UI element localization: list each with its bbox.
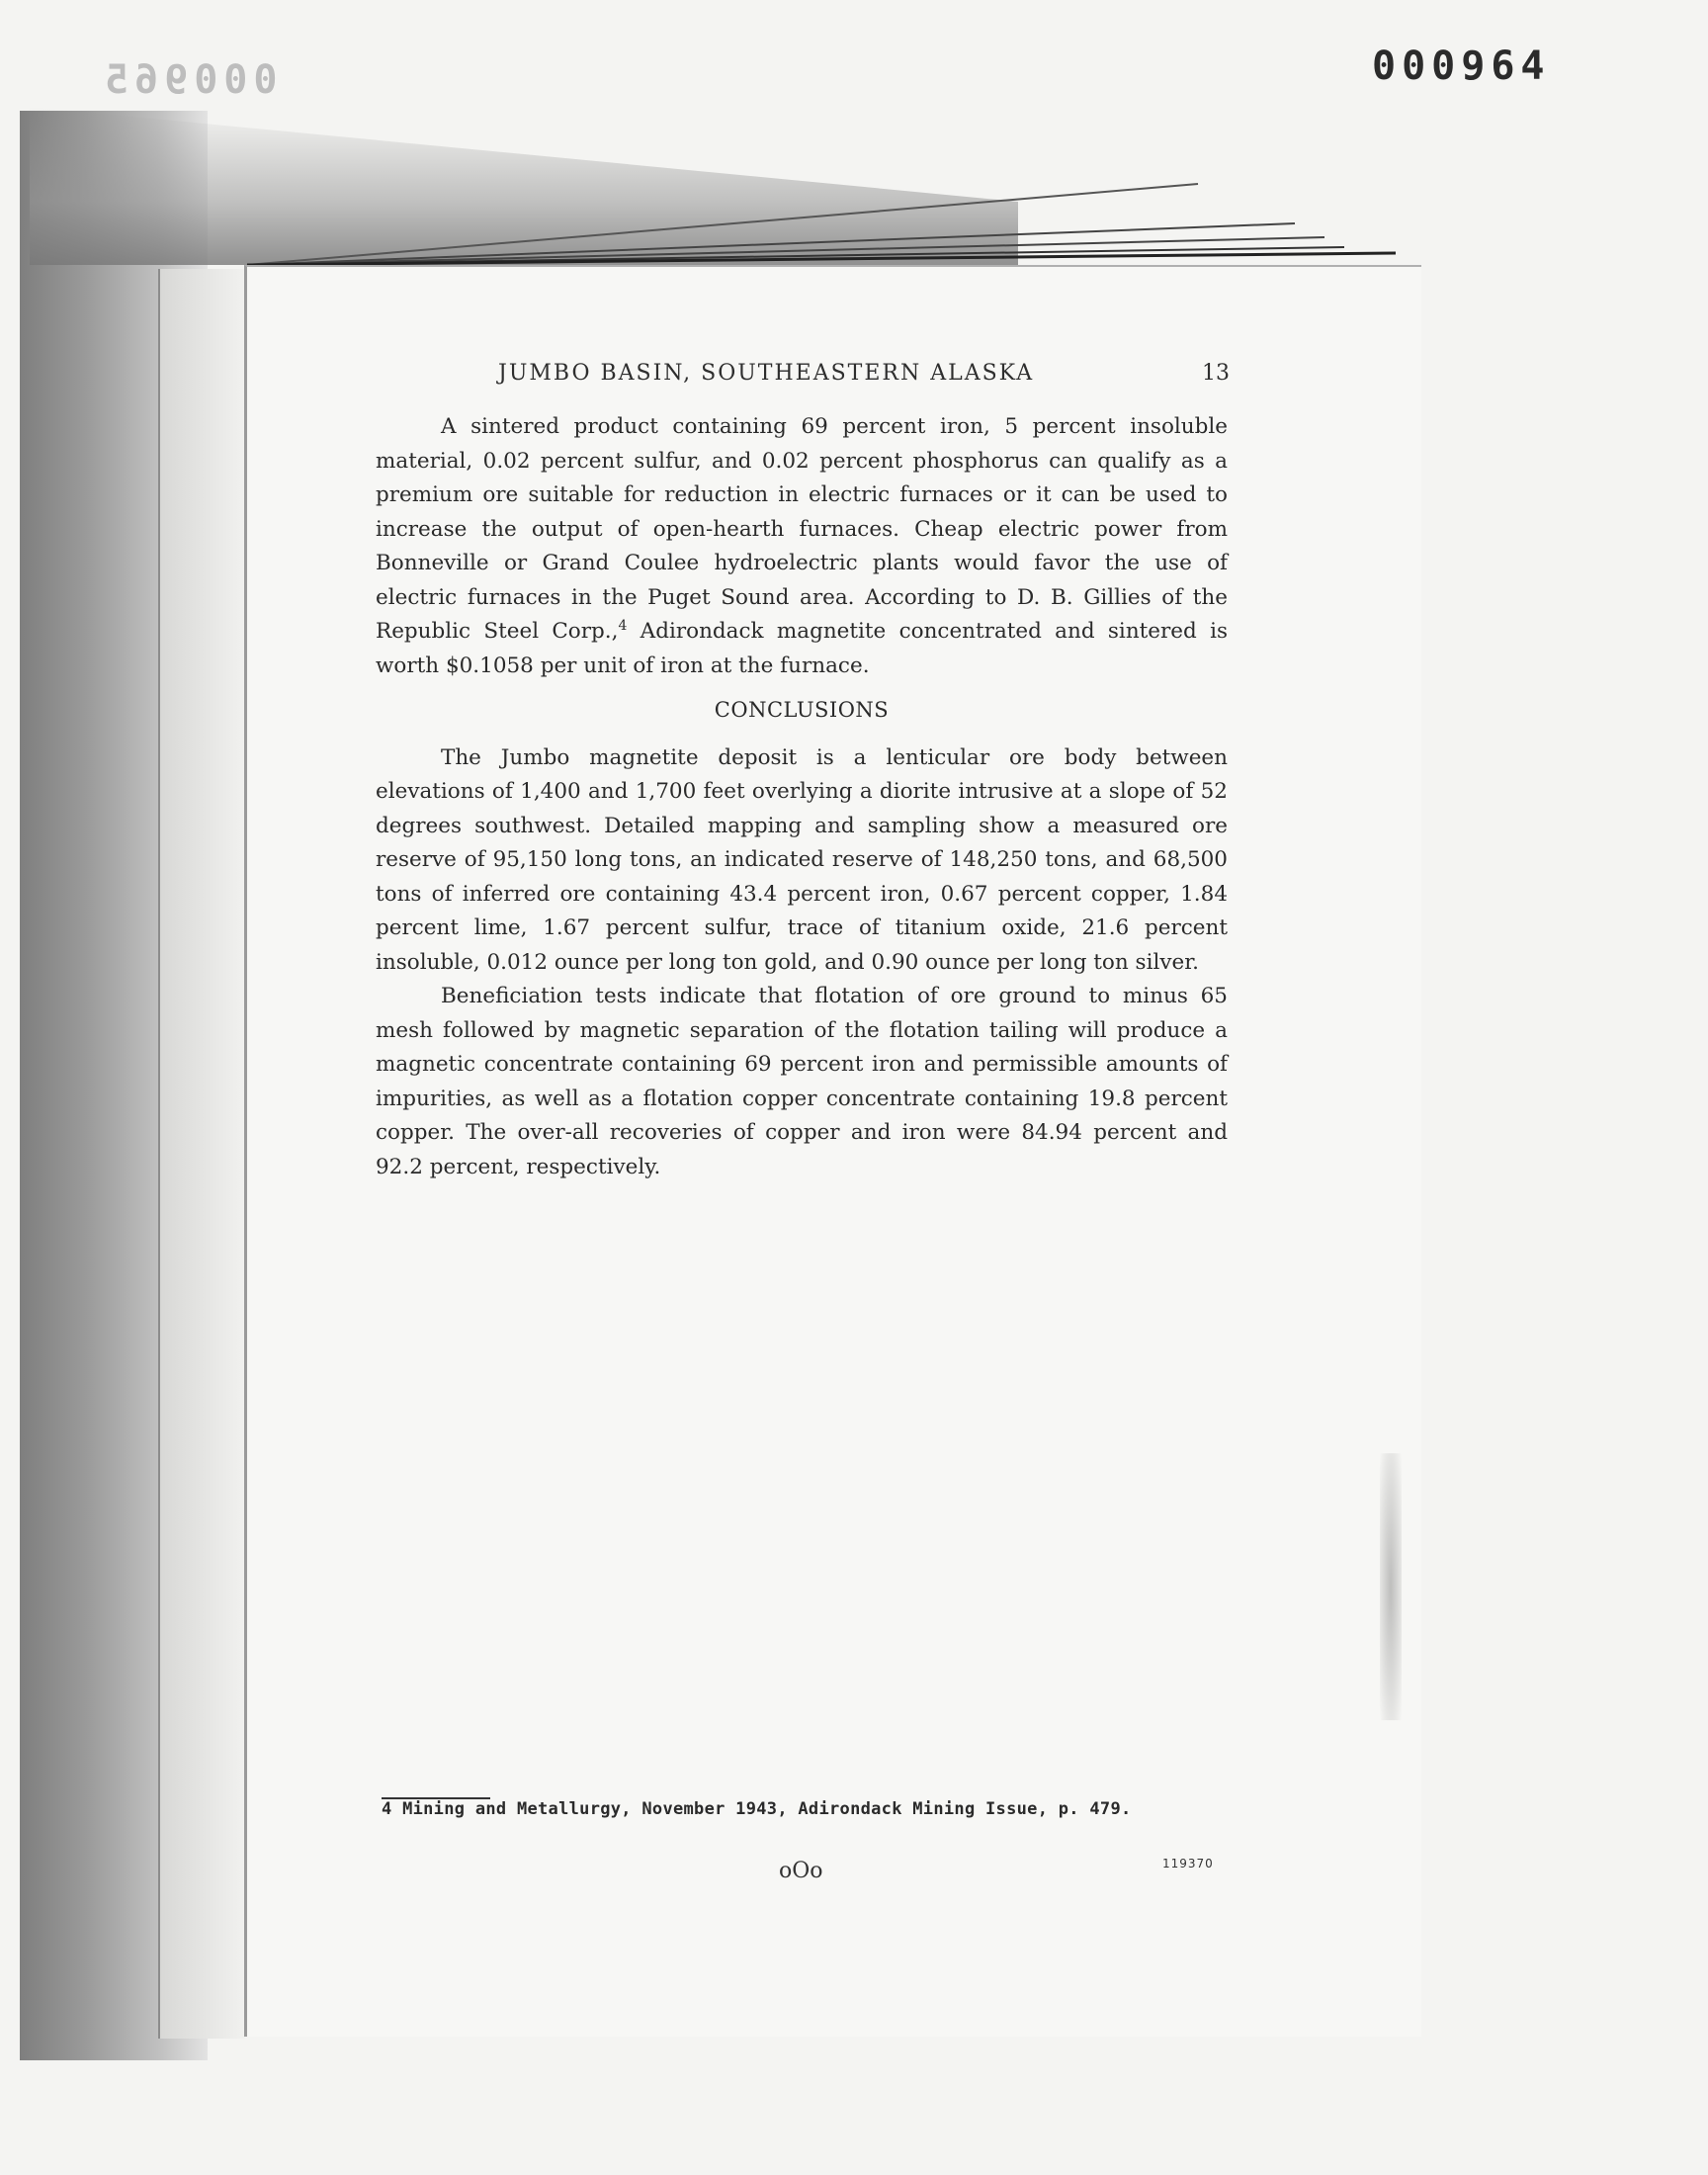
running-header xyxy=(498,361,1230,386)
scan-smudge xyxy=(1380,1453,1402,1720)
footnote-reference: 4 xyxy=(618,617,628,634)
footnote: 4 Mining and Metallurgy, November 1943, Adirondack Mining Issue, p. 479. xyxy=(382,1799,1132,1819)
document-number: 119370 xyxy=(1162,1857,1214,1870)
page-number: 13 xyxy=(1202,361,1230,386)
page-left-fold xyxy=(158,269,245,2039)
section-heading: CONCLUSIONS xyxy=(714,698,890,722)
ghost-archive-stamp: 000965 xyxy=(99,57,278,103)
stacked-page-edges xyxy=(0,0,1708,297)
paragraph-text: Adirondack magnetite concentrated and sintered is worth $0.1058 per unit of iron at the furnace. xyxy=(376,619,1228,678)
paragraph: The Jumbo magnetite deposit is a lenticular ore body between elevations of 1,400 and 1,700 feet overlying a diorite intrusive at a slope of 52 degrees southwest. Detailed mapping and sampling show a measured ore reserve of 95,150 long tons, an indicated reserve of 148,250 tons, and 68,500 tons of inferred ore containing 43.4 percent iron, 0.67 percent copper, 1.84 percent lime, 1.67 percent sulfur, trace of titanium oxide, 21.6 percent insoluble, 0.012 ounce per long ton gold, and 0.90 ounce per long ton silver. xyxy=(376,744,1228,975)
paragraph xyxy=(376,410,1228,683)
paragraph-text: A sintered product containing 69 percent iron, 5 percent insoluble material, 0.02 percent sulfur, and 0.02 percent phosphorus can qualify as a premium ore suitable for reduction in electric furnaces or it can be used to increase the output of open-hearth furnaces. Cheap electric power from Bonneville or Grand Coulee hydroelectric plants would favor the use of electric furnaces in the Puget Sound area. According to D. B. Gillies of the Republic Steel Corp., xyxy=(376,414,1228,644)
body-text xyxy=(376,410,1228,1184)
running-title: JUMBO BASIN, SOUTHEASTERN ALASKA xyxy=(498,361,1035,386)
paragraph: Beneficiation tests indicate that flotation of ore ground to minus 65 mesh followed by magnetic separation of the flotation tailing will produce a magnetic concentrate containing 69 percent iron and permissible amounts of impurities, as well as a flotation copper concentrate containing 19.8 percent copper. The over-all recoveries of copper and iron were 84.94 percent and 92.2 percent, respectively. xyxy=(376,984,1228,1179)
archive-number-stamp: 000964 xyxy=(1372,44,1551,89)
end-mark: oOo xyxy=(779,1859,823,1883)
